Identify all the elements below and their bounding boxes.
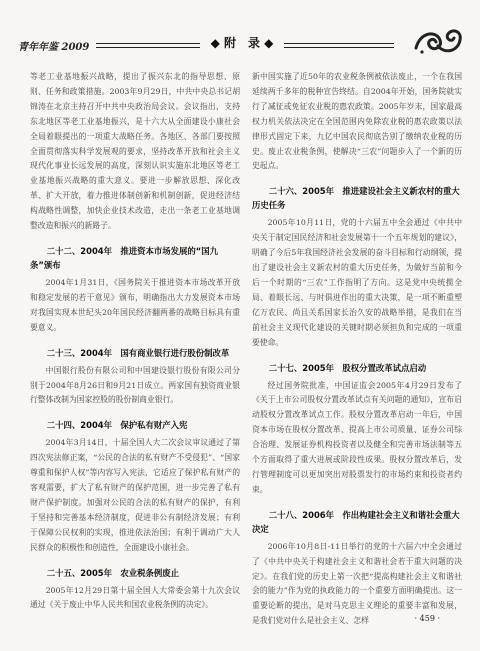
section-heading: 二十三、2004年 国有商业银行进行股份制改革 <box>46 347 230 358</box>
body-paragraph: 经过国务院批准，中国证监会2005年4月29日发布了《关于上市公司股权分置改革试点有关问题的通知》，宣布启动股权分置改革试点工作。股权分置改革启动一年后，中国资本市场在股权分置改革、提高上市公司质量、证券公司综合治理、发展证券机构投资者以及健全和完善市场法制等五个方面取得了重大进展或阶段性成果。股权分置改革后，发行管理制度可以更加突出对股票发行的市场约束和投资者约束。 <box>252 380 462 494</box>
section-heading: 二十六、2005年 推进建设社会主义新农村的重大历史任务 <box>252 186 460 211</box>
body-paragraph: 等老工业基地振兴战略，提出了振兴东北的指导思想、原则、任务和政策措施。2003年9月29日，中共中央总书记胡锦涛在北京主持召开中共中央政治局会议。会议指出，支持东北地区等老工业基地振兴，是十六大从全面建设小康社会全局着眼提出的一项重大战略任务。各地区、各部门要按照全面贯彻落实科学发展观的要求，坚持改革开放和社会主义现代化事业长远发展的高度，深刻认识实施东北地区等老工业基地振兴战略的重大意义。要进一步解放思想、深化改革、扩大开放，着力推进体制创新和机制创新，促进经济结构战略性调整，加快企业技术改造，走出一条老工业基地调整改造和振兴的新路子。 <box>30 72 240 231</box>
section-title: ◆ 附 录 ◆ <box>200 36 284 51</box>
section-heading: 二十八、2006年 作出构建社会主义和谐社会重大决定 <box>252 509 460 534</box>
section-heading: 二十七、2005年 股权分置改革试点启动 <box>268 362 427 373</box>
page-number: · 459 · <box>414 614 440 623</box>
body-paragraph: 2005年12月29日第十届全国人大常委会第十九次会议通过《关于废止中华人民共和国农业税条例的决定》。 <box>30 585 240 610</box>
seal-swirl-icon <box>412 26 464 56</box>
left-column <box>30 70 240 613</box>
body-paragraph: 中国银行股份有限公司和中国建设银行股份有限公司分别于2004年8月26日和9月21日成立。两家国有独资商业银行整体改制为国家控股的股份制商业银行。 <box>30 365 240 405</box>
body-paragraph: 新中国实施了近50年的农业税条例被依法废止，一个在我国延续两千多年的税种宣告终结。自2004年开始，国务院就实行了减征或免征农业税的惠农政策。2005年岁末，国家最高权力机关依法决定在全国范围内免除农业税的惠农政策以法律形式固定下来，九亿中国农民彻底告别了缴纳农业税的历史。废止农业税条例，使解决“三农”问题步入了一个新的历史起点。 <box>252 72 462 171</box>
page-header <box>18 36 464 52</box>
section-heading: 二十四、2004年 保护私有财产入宪 <box>46 420 188 431</box>
body-paragraph: 2004年1月31日，《国务院关于推进资本市场改革开放和稳定发展的若干意见》颁布，明确指出大力发展资本市场对我国实现本世纪头20年国民经济翻两番的战略目标具有重要意义。 <box>30 277 240 332</box>
section-heading: 二十五、2005年 农业税条例废止 <box>46 567 179 578</box>
body-paragraph: 2004年3月14日，十届全国人大二次会议审议通过了第四次宪法修正案，“公民的合法的私有财产不受侵犯”、“国家尊重和保护人权”等内容写入宪法，它适应了保护私有财产的客观需要，扩大了私有财产的保护范围，进一步完善了私有财产保护制度。加强对公民的合法的私有财产的保护，有利于坚持和完善基本经济制度，促进非公有制经济发展；有利于保障公民权利的实现，推进依法治国；有利于调动广大人民群众的积极性和创造性，全面建设小康社会。 <box>30 438 240 552</box>
right-column <box>252 70 462 629</box>
section-heading: 二十二、2004年 推进资本市场发展的“国九条”颁布 <box>30 245 218 270</box>
body-paragraph: 2006年10月8日-11日举行的党的十六届六中全会通过了《中共中央关于构建社会主义和谐社会若干重大问题的决定》。在我们党的历史上第一次把“提高构建社会主义和谐社会的能力”作为党的执政能力的一个重要方面明确提出。这一重要论断的提出，是对马克思主义理论的重要丰富和发展，是我们党对什么是社会主义、怎样 <box>252 541 462 626</box>
yearbook-title: 青年年鉴 2009 <box>18 42 90 53</box>
body-paragraph: 2005年10月11日，党的十六届五中全会通过《中共中央关于制定国民经济和社会发展第十一个五年规划的建议》，明确了今后5年我国经济社会发展的奋斗目标和行动纲领，提出了建设社会主义新农村的重大历史任务，为做好当前和今后一个时期的“三农”工作指明了方向。这是党中央统揽全局、着眼长远、与时俱进作出的重大决策，是一项不断重塑亿万农民、尚且关系国家长治久安的战略举措，是我们在当前社会主义现代化建设的关键时期必须担负和完成的一项重要使命。 <box>252 218 462 347</box>
